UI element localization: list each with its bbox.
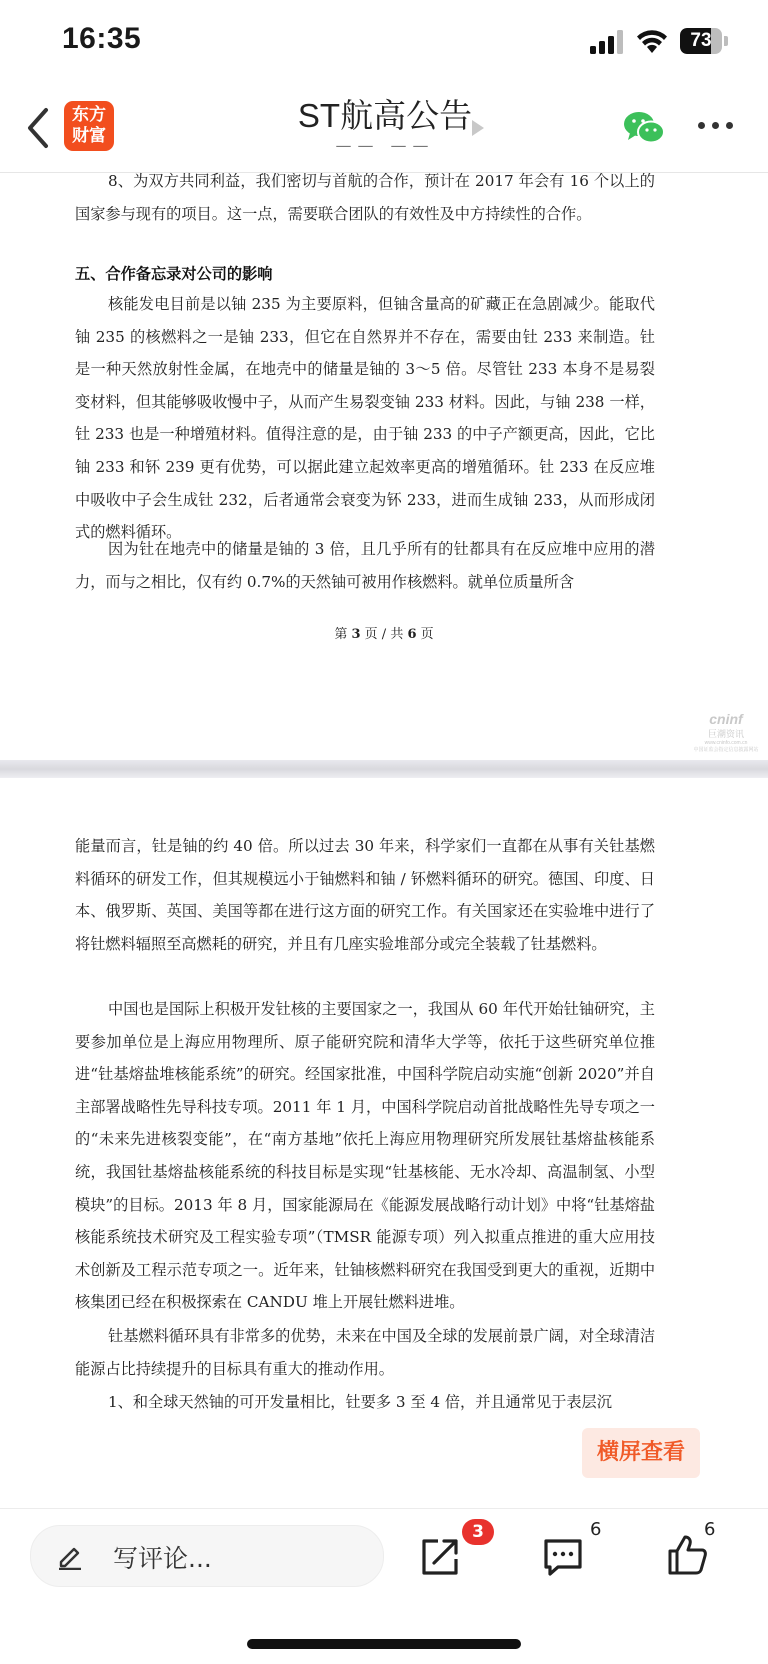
footer-suffix: 页 [420,627,434,642]
home-indicator [247,1639,521,1649]
thumbs-up-icon[interactable] [666,1533,708,1577]
status-bar [0,0,768,84]
more-options-icon[interactable] [696,120,736,132]
pencil-icon [57,1542,83,1570]
paragraph-thorium-reserves: 因为钍在地壳中的储量是铀的 3 倍，且几乎所有的钍都具有在反应堆中应用的潜力，而与之相比，仅有约 0.7%的天然铀可被用作核燃料。就单位质量所含 [75,540,655,591]
share-icon[interactable] [420,1535,462,1577]
wifi-icon [636,28,668,54]
paragraph-item1: 1、和全球天然铀的可开发量相比，钍要多 3 至 4 倍，并且通常见于表层沉 [108,1393,612,1411]
page-separator [0,760,768,778]
comment-input[interactable] [30,1525,384,1587]
paragraph-cooperation-item8: 8、为双方共同利益，我们密切与首航的合作，预计在 2017 年会有 16 个以上的国家参与现有的项目。这一点，需要联合团队的有效性及中方持续性的合作。 [75,172,655,223]
document-page-3 [0,173,768,760]
comments-icon[interactable] [542,1535,584,1577]
status-time: 16:35 [62,22,142,55]
footer-prefix: 第 [334,627,348,642]
bottom-action-bar [0,1508,768,1664]
battery-icon [680,28,728,54]
comments-count: 6 [590,1519,602,1540]
cninfo-watermark [688,711,764,753]
landscape-view-button[interactable]: 横屏查看 [582,1428,700,1478]
page-footer [0,623,768,642]
comment-placeholder: 写评论... [113,1544,212,1573]
document-page-4 [0,778,768,1508]
wechat-icon[interactable] [622,110,666,146]
watermark-sub: 中国证监会指定信息披露网站 [693,747,759,753]
cellular-signal-icon [590,30,626,54]
footer-page-number: 3 [351,627,361,642]
play-arrow-icon [472,120,484,136]
logo-text-line2: 财富 [72,126,106,146]
share-count-badge: 3 [462,1519,494,1545]
paragraph-china-thorium: 中国也是国际上积极开发钍核的主要国家之一，我国从 60 年代开始钍铀研究，主要参加单位是上海应用物理所、原子能研究院和清华大学等，依托于这些研究单位推进“钍基熔盐堆核能系统”的研究。经国家批准，中国科学院启动实施“创新 2020”并自主部署战略性先导科技专项。2011 年 1 月，中国科学院启动首批战略性先导专项之一的“未来先进核裂变能”，在“南方基地”依托上海应用物理研究所发展钍基熔盐核能系统，我国钍基熔盐核能系统的科技目标是实现“钍基核能、无水冷却、高温制氢、小型模块”的目标。2013 年 8 月，国家能源局在《能源发展战略行动计划》中将“钍基熔盐核能系统技术研究及工程实验专项”（TMSR 能源专项）列入拟重点推进的重大应用技术创新及工程示范专项之一。近年来，钍铀核燃料研究在我国受到更大的重视，近期中核集团已经在积极探索在 CANDU 堆上开展钍燃料进堆。 [75,1000,655,1312]
footer-middle: 页 / 共 [364,627,404,642]
paragraph-thorium-energy: 能量而言，钍是铀的约 40 倍。所以过去 30 年来，科学家们一直都在从事有关钍基燃料循环的研发工作，但其规模远小于铀燃料和铀 / 钚燃料循环的研究。德国、印度、日本、俄罗斯、英国、美国等都在进行这方面的研究工作。有关国家还在实验堆中进行了将钍燃料辐照至高燃耗的研究，并且有几座实验堆部分或完全装载了钍基燃料。 [75,837,655,953]
section-heading: 五、合作备忘录对公司的影响 [75,265,273,283]
watermark-name: cninf [709,711,743,727]
page-subtitle: —— —— [335,136,435,155]
footer-total-pages: 6 [407,627,417,642]
logo-text-line1: 东方 [72,105,106,125]
watermark-url: www.cninfo.com.cn [704,740,748,746]
paragraph-nuclear-fuel: 核能发电目前是以铀 235 为主要原料，但铀含量高的矿藏正在急剧减少。能取代铀 235 的核燃料之一是铀 233，但它在自然界并不存在，需要由钍 233 来制造。钍是一种天然放射性金属，在地壳中的储量是铀的 3～5 倍。尽管钍 233 本身不是易裂变材料，但其能够吸收慢中子，从而产生易裂变铀 233 材料。因此，与铀 238 一样，钍 233 也是一种增殖材料。值得注意的是，由于铀 233 的中子产额更高，因此，它比铀 233 和钚 239 更有优势，可以据此建立起效率更高的增殖循环。钍 233 在反应堆中吸收中子会生成钍 232，后者通常会衰变为钚 233，进而生成铀 233，从而形成闭式的燃料循环。 [75,295,655,542]
likes-count: 6 [704,1519,716,1540]
nav-bar [0,84,768,173]
battery-percent: 73 [690,30,712,51]
paragraph-thorium-advantages: 钍基燃料循环具有非常多的优势，未来在中国及全球的发展前景广阔，对全球清洁能源占比持续提升的目标具有重大的推动作用。 [75,1327,655,1378]
watermark-cn: 巨潮资讯 [707,729,744,739]
page-title: ST航高公告 [297,97,473,134]
app-logo[interactable] [64,101,114,151]
back-chevron-icon[interactable] [24,106,54,150]
